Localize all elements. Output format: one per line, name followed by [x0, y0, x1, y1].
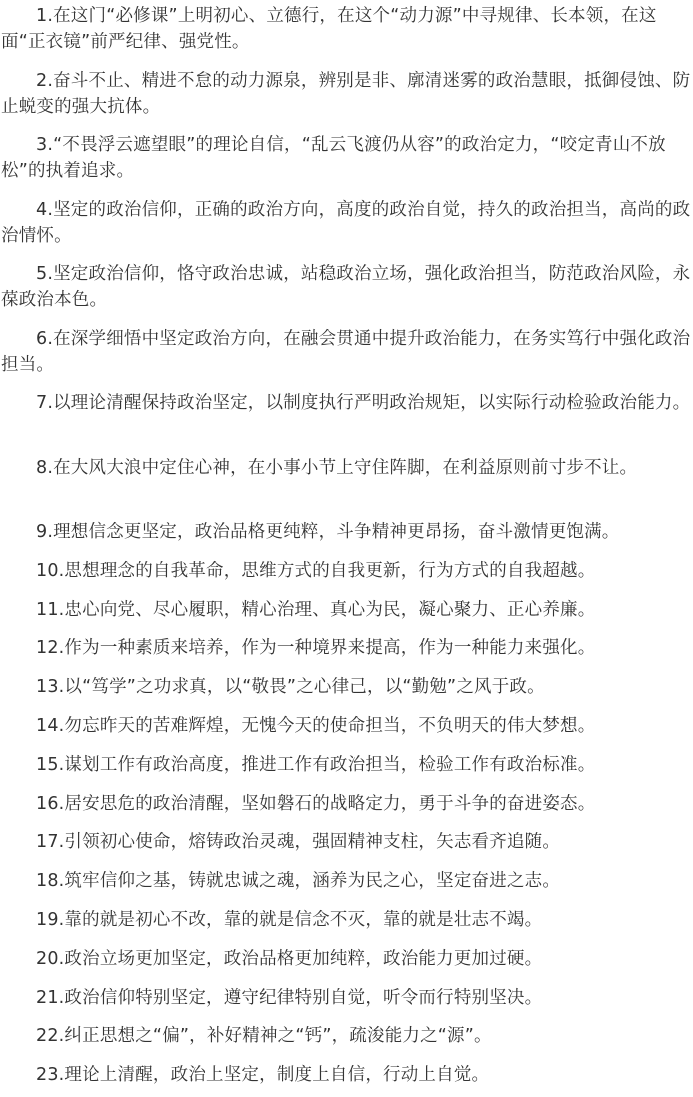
- paragraph-item: 22.纠正思想之“偏”，补好精神之“钙”，疏浚能力之“源”。: [36, 1026, 492, 1047]
- paragraph-item: 14.勿忘昨天的苦难辉煌，无愧今天的使命担当，不负明天的伟大梦想。: [36, 715, 596, 736]
- paragraph-item: 21.政治信仰特别坚定，遵守纪律特别自觉，听令而行特别坚决。: [36, 987, 543, 1008]
- paragraph-item: 2.奋斗不止、精进不怠的动力源泉，辨别是非、廓清迷雾的政治慧眼，抵御侵蚀、防止蜕变的强大抗体。: [1, 70, 691, 117]
- paragraph-item: 5.坚定政治信仰，恪守政治忠诚，站稳政治立场，强化政治担当，防范政治风险，永葆政治本色。: [1, 264, 691, 310]
- paragraph-item: 18.筑牢信仰之基，铸就忠诚之魂，涵养为民之心，坚定奋进之志。: [36, 871, 561, 892]
- paragraph-item: 9.理想信念更坚定，政治品格更纯粹，斗争精神更昂扬，奋斗激情更饱满。: [36, 522, 620, 542]
- paragraph-item: 10.思想理念的自我革命，思维方式的自我更新，行为方式的自我超越。: [36, 560, 596, 581]
- paragraph-item: 12.作为一种素质来培养，作为一种境界来提高，作为一种能力来强化。: [36, 638, 596, 659]
- paragraph-item: 15.谋划工作有政治高度，推进工作有政治担当，检验工作有政治标准。: [36, 754, 596, 775]
- paragraph-item: 3.“不畏浮云遮望眼”的理论自信，“乱云飞渡仍从容”的政治定力，“咬定青山不放松”的执着追求。: [1, 135, 666, 181]
- paragraph-item: 4.坚定的政治信仰，正确的政治方向，高度的政治自觉，持久的政治担当，高尚的政治情怀。: [1, 199, 691, 246]
- paragraph-item: 17.引领初心使命，熔铸政治灵魂，强固精神支柱，矢志看齐追随。: [36, 832, 561, 853]
- paragraph-list: [1, 3, 691, 1088]
- paragraph-item: 11.忠心向党、尽心履职，精心治理、真心为民，凝心聚力、正心养廉。: [36, 599, 596, 620]
- paragraph-item: 16.居安思危的政治清醒，坚如磐石的战略定力，勇于斗争的奋进姿态。: [36, 793, 596, 814]
- paragraph-item: 23.理论上清醒，政治上坚定，制度上自信，行动上自觉。: [36, 1065, 490, 1086]
- paragraph-item: 6.在深学细悟中坚定政治方向，在融会贯通中提升政治能力，在务实笃行中强化政治担当。: [1, 328, 691, 375]
- paragraph-item: 13.以“笃学”之功求真，以“敬畏”之心律己，以“勤勉”之风于政。: [36, 677, 545, 698]
- paragraph-item: 19.靠的就是初心不改，靠的就是信念不灭，靠的就是壮志不竭。: [36, 909, 543, 930]
- paragraph-item: 20.政治立场更加坚定，政治品格更加纯粹，政治能力更加过硬。: [36, 948, 543, 969]
- paragraph-item: 7.以理论清醒保持政治坚定，以制度执行严明政治规矩，以实际行动检验政治能力。: [36, 393, 691, 413]
- paragraph-item: 1.在这门“必修课”上明初心、立德行，在这个“动力源”中寻规律、长本领，在这面“正衣镜”前严纪律、强党性。: [1, 6, 657, 52]
- paragraph-item: 8.在大风大浪中定住心神，在小事小节上守住阵脚，在利益原则前寸步不让。: [36, 457, 638, 478]
